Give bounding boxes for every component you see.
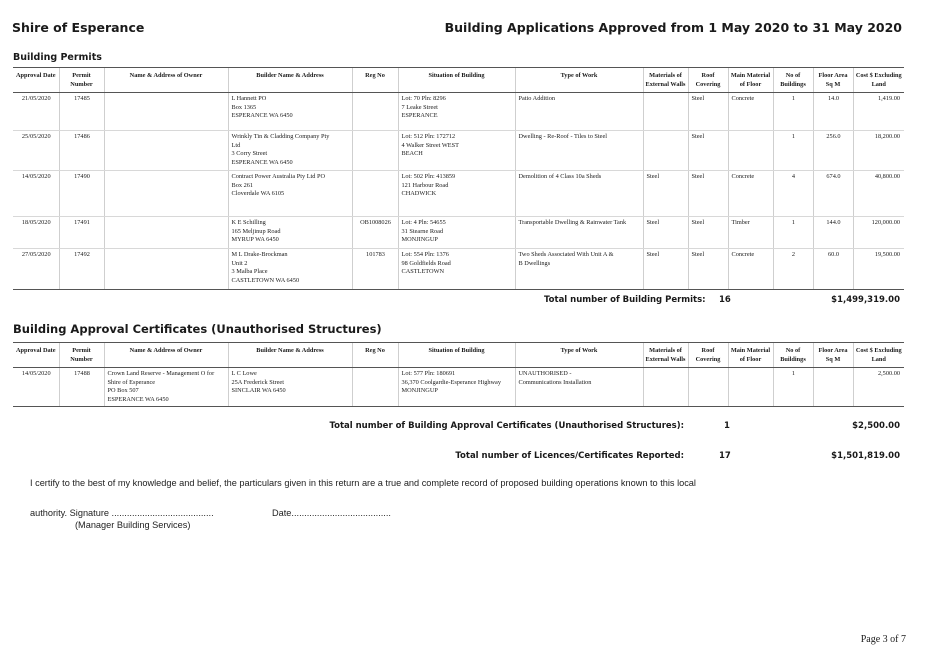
certificates-total-cost: $2,500.00 <box>852 421 900 431</box>
situation: Lot: 577 Pln: 180691 36,370 Coolgardie-Esperance Highway MONJINGUP <box>398 368 515 407</box>
permits-total-cost: $1,499,319.00 <box>831 295 900 305</box>
floor-material <box>728 131 773 171</box>
signatory-role: (Manager Building Services) <box>75 520 191 530</box>
certificates-total-label: Total number of Building Approval Certificates (Unauthorised Structures): <box>329 421 684 431</box>
permit-number: 17485 <box>59 93 104 131</box>
table-row <box>13 171 904 217</box>
type-of-work: UNAUTHORISED - Communications Installation <box>515 368 643 407</box>
owner <box>104 171 228 217</box>
table-row <box>13 93 904 131</box>
table-header-row <box>13 343 904 368</box>
column-header: Name & Address of Owner <box>104 68 228 93</box>
column-header: Builder Name & Address <box>228 68 352 93</box>
column-header: Materials of External Walls <box>643 68 688 93</box>
builder: Contract Power Australia Pty Ltd PO Box 261 Cloverdale WA 6105 <box>228 171 352 217</box>
floor-material: Concrete <box>728 171 773 217</box>
grand-total-cost: $1,501,819.00 <box>831 451 900 461</box>
floor-area: 256.0 <box>813 131 853 171</box>
owner <box>104 131 228 171</box>
permits-total-count: 16 <box>719 295 731 305</box>
approval-date: 25/05/2020 <box>13 131 59 171</box>
type-of-work: Patio Addition <box>515 93 643 131</box>
organisation-name: Shire of Esperance <box>12 20 145 35</box>
owner: Crown Land Reserve - Management O for Shire of Esperance PO Box 507 ESPERANCE WA 6450 <box>104 368 228 407</box>
table-row <box>13 131 904 171</box>
column-header: Reg No <box>352 68 398 93</box>
page-number: Page 3 of 7 <box>860 634 906 645</box>
roof-covering: Steel <box>688 249 728 290</box>
roof-covering <box>688 368 728 407</box>
table-row <box>13 217 904 249</box>
column-header: Approval Date <box>13 68 59 93</box>
certificates-total-count: 1 <box>724 421 730 431</box>
cost: 19,500.00 <box>853 249 904 290</box>
builder: L C Lowe 25A Frederick Street SINCLAIR WA 6450 <box>228 368 352 407</box>
permit-number: 17491 <box>59 217 104 249</box>
floor-area <box>813 368 853 407</box>
number-of-buildings: 1 <box>773 217 813 249</box>
column-header: Type of Work <box>515 68 643 93</box>
column-header: Permit Number <box>59 68 104 93</box>
column-header: Situation of Building <box>398 68 515 93</box>
permit-number: 17488 <box>59 368 104 407</box>
column-header: Type of Work <box>515 343 643 368</box>
column-header: No of Buildings <box>773 343 813 368</box>
column-header: Cost $ Excluding Land <box>853 68 904 93</box>
floor-material: Concrete <box>728 93 773 131</box>
situation: Lot: 554 Pln: 1376 98 Goldfields Road CASTLETOWN <box>398 249 515 290</box>
approval-date: 18/05/2020 <box>13 217 59 249</box>
situation: Lot: 502 Pln: 413859 121 Harbour Road CHADWICK <box>398 171 515 217</box>
number-of-buildings: 1 <box>773 368 813 407</box>
column-header: Builder Name & Address <box>228 343 352 368</box>
building-permits-table <box>13 67 904 290</box>
number-of-buildings: 4 <box>773 171 813 217</box>
permit-number: 17490 <box>59 171 104 217</box>
reg-no: OB1008026 <box>352 217 398 249</box>
table-header-row <box>13 68 904 93</box>
column-header: Situation of Building <box>398 343 515 368</box>
roof-covering: Steel <box>688 217 728 249</box>
permits-total-label: Total number of Building Permits: <box>544 295 706 305</box>
type-of-work: Two Sheds Associated With Unit A & B Dwellings <box>515 249 643 290</box>
reg-no <box>352 368 398 407</box>
number-of-buildings: 1 <box>773 131 813 171</box>
permit-number: 17492 <box>59 249 104 290</box>
grand-total-label: Total number of Licences/Certificates Reported: <box>455 451 684 461</box>
builder: Wrinkly Tin & Cladding Company Pty Ltd 3 Corry Street ESPERANCE WA 6450 <box>228 131 352 171</box>
certificates-table <box>13 342 904 407</box>
cost: 18,200.00 <box>853 131 904 171</box>
approval-date: 27/05/2020 <box>13 249 59 290</box>
floor-material: Concrete <box>728 249 773 290</box>
type-of-work: Dwelling - Re-Roof - Tiles to Steel <box>515 131 643 171</box>
floor-material <box>728 368 773 407</box>
column-header: Permit Number <box>59 343 104 368</box>
column-header: Roof Covering <box>688 68 728 93</box>
builder: L Hannett PO Box 1365 ESPERANCE WA 6450 <box>228 93 352 131</box>
column-header: Cost $ Excluding Land <box>853 343 904 368</box>
external-walls <box>643 93 688 131</box>
floor-area: 674.0 <box>813 171 853 217</box>
type-of-work: Demolition of 4 Class 10a Sheds <box>515 171 643 217</box>
date-line: Date....................................... <box>272 508 391 518</box>
builder: K E Schilling 165 Meljinup Road MYRUP WA 6450 <box>228 217 352 249</box>
cost: 1,419.00 <box>853 93 904 131</box>
floor-area: 14.0 <box>813 93 853 131</box>
report-title: Building Applications Approved from 1 May 2020 to 31 May 2020 <box>444 20 902 35</box>
column-header: Materials of External Walls <box>643 343 688 368</box>
external-walls <box>643 131 688 171</box>
column-header: Floor Area Sq M <box>813 68 853 93</box>
column-header: Main Material of Floor <box>728 343 773 368</box>
reg-no <box>352 131 398 171</box>
reg-no: 101783 <box>352 249 398 290</box>
column-header: Approval Date <box>13 343 59 368</box>
approval-date: 14/05/2020 <box>13 171 59 217</box>
external-walls <box>643 368 688 407</box>
number-of-buildings: 1 <box>773 93 813 131</box>
floor-material: Timber <box>728 217 773 249</box>
owner <box>104 217 228 249</box>
approval-date: 14/05/2020 <box>13 368 59 407</box>
cost: 40,800.00 <box>853 171 904 217</box>
cost: 2,500.00 <box>853 368 904 407</box>
builder: M L Drake-Brockman Unit 2 3 Malba Place CASTLETOWN WA 6450 <box>228 249 352 290</box>
column-header: Reg No <box>352 343 398 368</box>
cost: 120,000.00 <box>853 217 904 249</box>
certificates-heading: Building Approval Certificates (Unauthorised Structures) <box>13 322 382 336</box>
column-header: Roof Covering <box>688 343 728 368</box>
roof-covering: Steel <box>688 171 728 217</box>
column-header: No of Buildings <box>773 68 813 93</box>
roof-covering: Steel <box>688 131 728 171</box>
reg-no <box>352 93 398 131</box>
building-permits-heading: Building Permits <box>13 52 102 63</box>
situation: Lot: 4 Pln: 54655 31 Stearne Road MONJINGUP <box>398 217 515 249</box>
approval-date: 21/05/2020 <box>13 93 59 131</box>
column-header: Name & Address of Owner <box>104 343 228 368</box>
floor-area: 144.0 <box>813 217 853 249</box>
column-header: Floor Area Sq M <box>813 343 853 368</box>
signature-line: authority. Signature ........................................ <box>30 508 214 518</box>
type-of-work: Transportable Dwelling & Rainwater Tank <box>515 217 643 249</box>
owner <box>104 93 228 131</box>
external-walls: Steel <box>643 171 688 217</box>
reg-no <box>352 171 398 217</box>
column-header: Main Material of Floor <box>728 68 773 93</box>
external-walls: Steel <box>643 217 688 249</box>
grand-total-count: 17 <box>719 451 731 461</box>
certification-statement: I certify to the best of my knowledge and belief, the particulars given in this return are a true and complete record of proposed building operations known to this local <box>30 478 696 488</box>
table-row <box>13 249 904 290</box>
owner <box>104 249 228 290</box>
table-row <box>13 368 904 407</box>
situation: Lot: 70 Pln: 8296 7 Leake Street ESPERANCE <box>398 93 515 131</box>
roof-covering: Steel <box>688 93 728 131</box>
situation: Lot: 512 Pln: 172712 4 Walker Street WEST BEACH <box>398 131 515 171</box>
number-of-buildings: 2 <box>773 249 813 290</box>
floor-area: 60.0 <box>813 249 853 290</box>
external-walls: Steel <box>643 249 688 290</box>
permit-number: 17486 <box>59 131 104 171</box>
